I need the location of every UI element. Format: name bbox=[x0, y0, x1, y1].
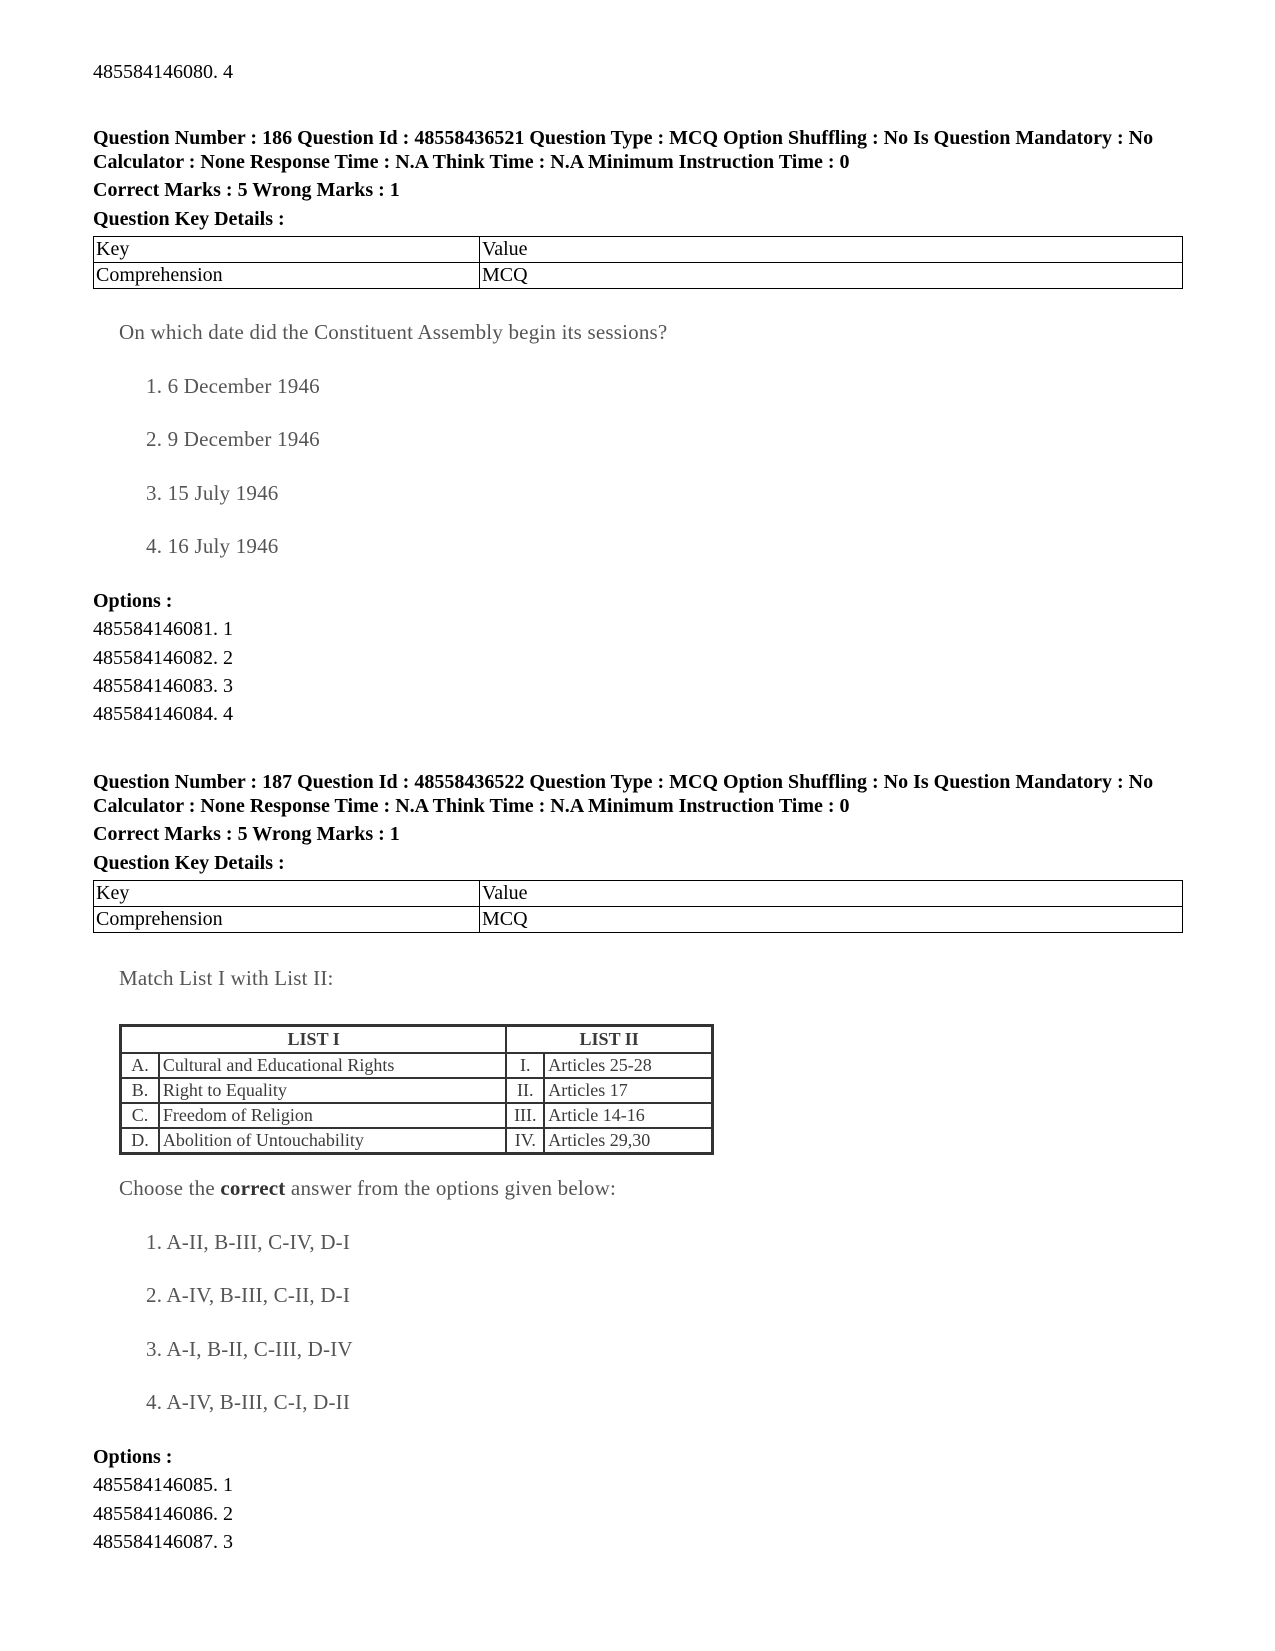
choice-item: 2. A-IV, B-III, C-II, D-I bbox=[146, 1283, 351, 1307]
instruction-bold: correct bbox=[220, 1176, 286, 1200]
value-cell: MCQ bbox=[480, 263, 1183, 289]
list2-item: Article 14-16 bbox=[544, 1103, 712, 1128]
marks-line: Correct Marks : 5 Wrong Marks : 1 bbox=[93, 179, 400, 201]
question-header: Question Number : 187 Question Id : 48558436522 Question Type : MCQ Option Shuffling : No Is Question Mandatory : No Calculator : None Response Time : N.A Think Time : N.A Minimum Instruction Time : 0 bbox=[93, 771, 1154, 817]
value-header: Value bbox=[480, 237, 1183, 263]
choice-item: 3. A-I, B-II, C-III, D-IV bbox=[146, 1337, 353, 1361]
value-cell: MCQ bbox=[480, 907, 1183, 933]
question-header: Question Number : 186 Question Id : 48558436521 Question Type : MCQ Option Shuffling : No Is Question Mandatory : No Calculator : None Response Time : N.A Think Time : N.A Minimum Instruction Time : 0 bbox=[93, 127, 1154, 173]
key-cell: Comprehension bbox=[94, 907, 480, 933]
list1-letter: C. bbox=[121, 1103, 159, 1128]
option-item: 485584146084. 4 bbox=[93, 703, 233, 725]
option-item: 485584146080. 4 bbox=[93, 61, 233, 83]
list1-item: Freedom of Religion bbox=[159, 1103, 506, 1128]
list1-letter: A. bbox=[121, 1053, 159, 1078]
list1-header: LIST I bbox=[121, 1026, 507, 1054]
options-label: Options : bbox=[93, 1446, 173, 1468]
option-item: 485584146082. 2 bbox=[93, 647, 233, 669]
option-item: 485584146083. 3 bbox=[93, 675, 233, 697]
option-item: 485584146085. 1 bbox=[93, 1474, 233, 1496]
key-header: Key bbox=[94, 237, 480, 263]
option-item: 485584146086. 2 bbox=[93, 1503, 233, 1525]
list2-numeral: III. bbox=[506, 1103, 544, 1128]
key-cell: Comprehension bbox=[94, 263, 480, 289]
choice-item: 4. 16 July 1946 bbox=[146, 534, 279, 558]
option-item: 485584146081. 1 bbox=[93, 618, 233, 640]
list2-numeral: II. bbox=[506, 1078, 544, 1103]
choice-item: 1. A-II, B-III, C-IV, D-I bbox=[146, 1230, 351, 1254]
list2-numeral: I. bbox=[506, 1053, 544, 1078]
list1-item: Right to Equality bbox=[159, 1078, 506, 1103]
list2-header: LIST II bbox=[506, 1026, 712, 1054]
choice-item: 3. 15 July 1946 bbox=[146, 481, 279, 505]
list2-numeral: IV. bbox=[506, 1128, 544, 1154]
option-item: 485584146087. 3 bbox=[93, 1531, 233, 1553]
instruction-pre: Choose the bbox=[119, 1176, 221, 1200]
list2-item: Articles 25-28 bbox=[544, 1053, 712, 1078]
key-header: Key bbox=[94, 881, 480, 907]
key-details-label: Question Key Details : bbox=[93, 208, 285, 230]
match-row bbox=[121, 1103, 713, 1128]
question-text: Match List I with List II: bbox=[119, 966, 334, 990]
key-details-table bbox=[93, 236, 1183, 289]
key-details-table bbox=[93, 880, 1183, 933]
instruction-text bbox=[119, 1176, 616, 1201]
list1-letter: D. bbox=[121, 1128, 159, 1154]
list1-letter: B. bbox=[121, 1078, 159, 1103]
choice-item: 1. 6 December 1946 bbox=[146, 374, 320, 398]
key-details-label: Question Key Details : bbox=[93, 852, 285, 874]
instruction-post: answer from the options given below: bbox=[285, 1176, 616, 1200]
choice-item: 2. 9 December 1946 bbox=[146, 427, 320, 451]
list2-item: Articles 29,30 bbox=[544, 1128, 712, 1154]
choice-item: 4. A-IV, B-III, C-I, D-II bbox=[146, 1390, 351, 1414]
question-text: On which date did the Constituent Assembly begin its sessions? bbox=[119, 320, 668, 344]
value-header: Value bbox=[480, 881, 1183, 907]
list1-item: Cultural and Educational Rights bbox=[159, 1053, 506, 1078]
marks-line: Correct Marks : 5 Wrong Marks : 1 bbox=[93, 823, 400, 845]
options-label: Options : bbox=[93, 590, 173, 612]
match-row bbox=[121, 1078, 713, 1103]
match-row bbox=[121, 1053, 713, 1078]
list1-item: Abolition of Untouchability bbox=[159, 1128, 506, 1154]
list2-item: Articles 17 bbox=[544, 1078, 712, 1103]
match-row bbox=[121, 1128, 713, 1154]
match-list-table bbox=[119, 1024, 714, 1155]
